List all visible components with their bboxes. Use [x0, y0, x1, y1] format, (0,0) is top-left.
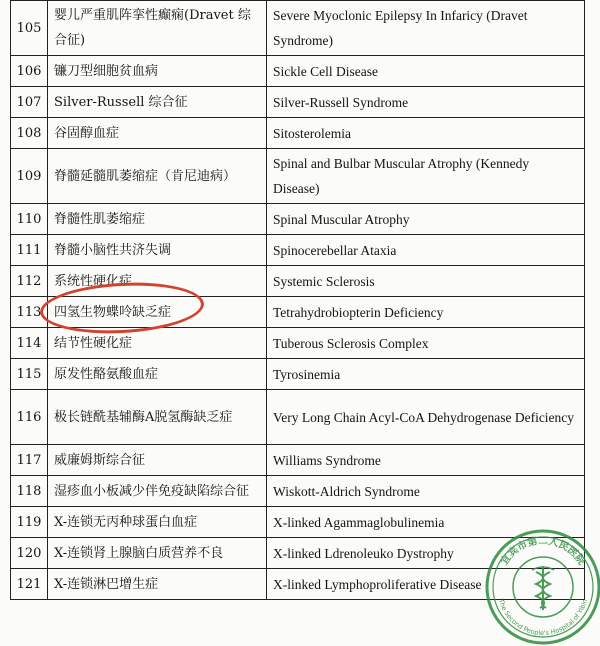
english-name: X-linked Lymphoproliferative Disease — [267, 569, 585, 600]
table-row — [11, 476, 585, 507]
table-row — [11, 390, 585, 445]
chinese-name: 极长链酰基辅酶A脱氢酶缺乏症 — [48, 390, 267, 445]
row-number: 118 — [11, 476, 48, 507]
seal-top-text: 宜宾市第二人民医院 — [499, 536, 587, 568]
english-name: Spinal and Bulbar Muscular Atrophy (Kennedy Disease) — [267, 149, 585, 204]
row-number: 112 — [11, 266, 48, 297]
chinese-name: X-连锁淋巴增生症 — [48, 569, 267, 600]
row-number: 111 — [11, 235, 48, 266]
english-name: Tyrosinemia — [267, 359, 585, 390]
row-number: 106 — [11, 56, 48, 87]
row-number: 114 — [11, 328, 48, 359]
row-number: 110 — [11, 204, 48, 235]
english-name: Systemic Sclerosis — [267, 266, 585, 297]
row-number: 105 — [11, 1, 48, 56]
english-name: Tetrahydrobiopterin Deficiency — [267, 297, 585, 328]
english-name: Sickle Cell Disease — [267, 56, 585, 87]
row-number: 107 — [11, 87, 48, 118]
table-row — [11, 87, 585, 118]
row-number: 121 — [11, 569, 48, 600]
chinese-name: X-连锁无丙种球蛋白血症 — [48, 507, 267, 538]
english-name: Williams Syndrome — [267, 445, 585, 476]
row-number: 109 — [11, 149, 48, 204]
chinese-name: 结节性硬化症 — [48, 328, 267, 359]
hospital-seal — [484, 528, 600, 646]
english-name: Wiskott-Aldrich Syndrome — [267, 476, 585, 507]
row-number: 116 — [11, 390, 48, 445]
table-row — [11, 149, 585, 204]
table-row — [11, 445, 585, 476]
table-row — [11, 266, 585, 297]
chinese-name: 婴儿严重肌阵挛性癫痫(Dravet 综合征) — [48, 1, 267, 56]
table-row — [11, 118, 585, 149]
chinese-name: 脊髓性肌萎缩症 — [48, 204, 267, 235]
table-row — [11, 359, 585, 390]
chinese-name: 威廉姆斯综合征 — [48, 445, 267, 476]
chinese-name: X-连锁肾上腺脑白质营养不良 — [48, 538, 267, 569]
english-name: Spinocerebellar Ataxia — [267, 235, 585, 266]
chinese-name: 脊髓小脑性共济失调 — [48, 235, 267, 266]
english-name: X-linked Ldrenoleuko Dystrophy — [267, 538, 585, 569]
chinese-name: 原发性酪氨酸血症 — [48, 359, 267, 390]
row-number: 108 — [11, 118, 48, 149]
english-name: Very Long Chain Acyl-CoA Dehydrogenase Deficiency — [267, 390, 585, 445]
table-row — [11, 204, 585, 235]
row-number: 119 — [11, 507, 48, 538]
chinese-name: 湿疹血小板减少伴免疫缺陷综合征 — [48, 476, 267, 507]
caduceus-icon — [532, 566, 554, 610]
chinese-name: 谷固醇血症 — [48, 118, 267, 149]
seal-bottom-text: The Second People's Hospital of Yibin — [497, 598, 589, 638]
row-number: 113 — [11, 297, 48, 328]
english-name: Sitosterolemia — [267, 118, 585, 149]
chinese-name: 镰刀型细胞贫血病 — [48, 56, 267, 87]
rare-disease-table — [10, 0, 585, 600]
table-row — [11, 235, 585, 266]
english-name: Silver-Russell Syndrome — [267, 87, 585, 118]
chinese-name: 系统性硬化症 — [48, 266, 267, 297]
row-number: 117 — [11, 445, 48, 476]
table-row — [11, 297, 585, 328]
chinese-name: 脊髓延髓肌萎缩症（肯尼迪病） — [48, 149, 267, 204]
english-name: Spinal Muscular Atrophy — [267, 204, 585, 235]
english-name: X-linked Agammaglobulinemia — [267, 507, 585, 538]
row-number: 115 — [11, 359, 48, 390]
chinese-name: Silver-Russell 综合征 — [48, 87, 267, 118]
chinese-name: 四氢生物蝶呤缺乏症 — [48, 297, 267, 328]
english-name: Severe Myoclonic Epilepsy In Infaricy (Dravet Syndrome) — [267, 1, 585, 56]
table-row — [11, 1, 585, 56]
table-row — [11, 56, 585, 87]
table-row — [11, 328, 585, 359]
row-number: 120 — [11, 538, 48, 569]
english-name: Tuberous Sclerosis Complex — [267, 328, 585, 359]
